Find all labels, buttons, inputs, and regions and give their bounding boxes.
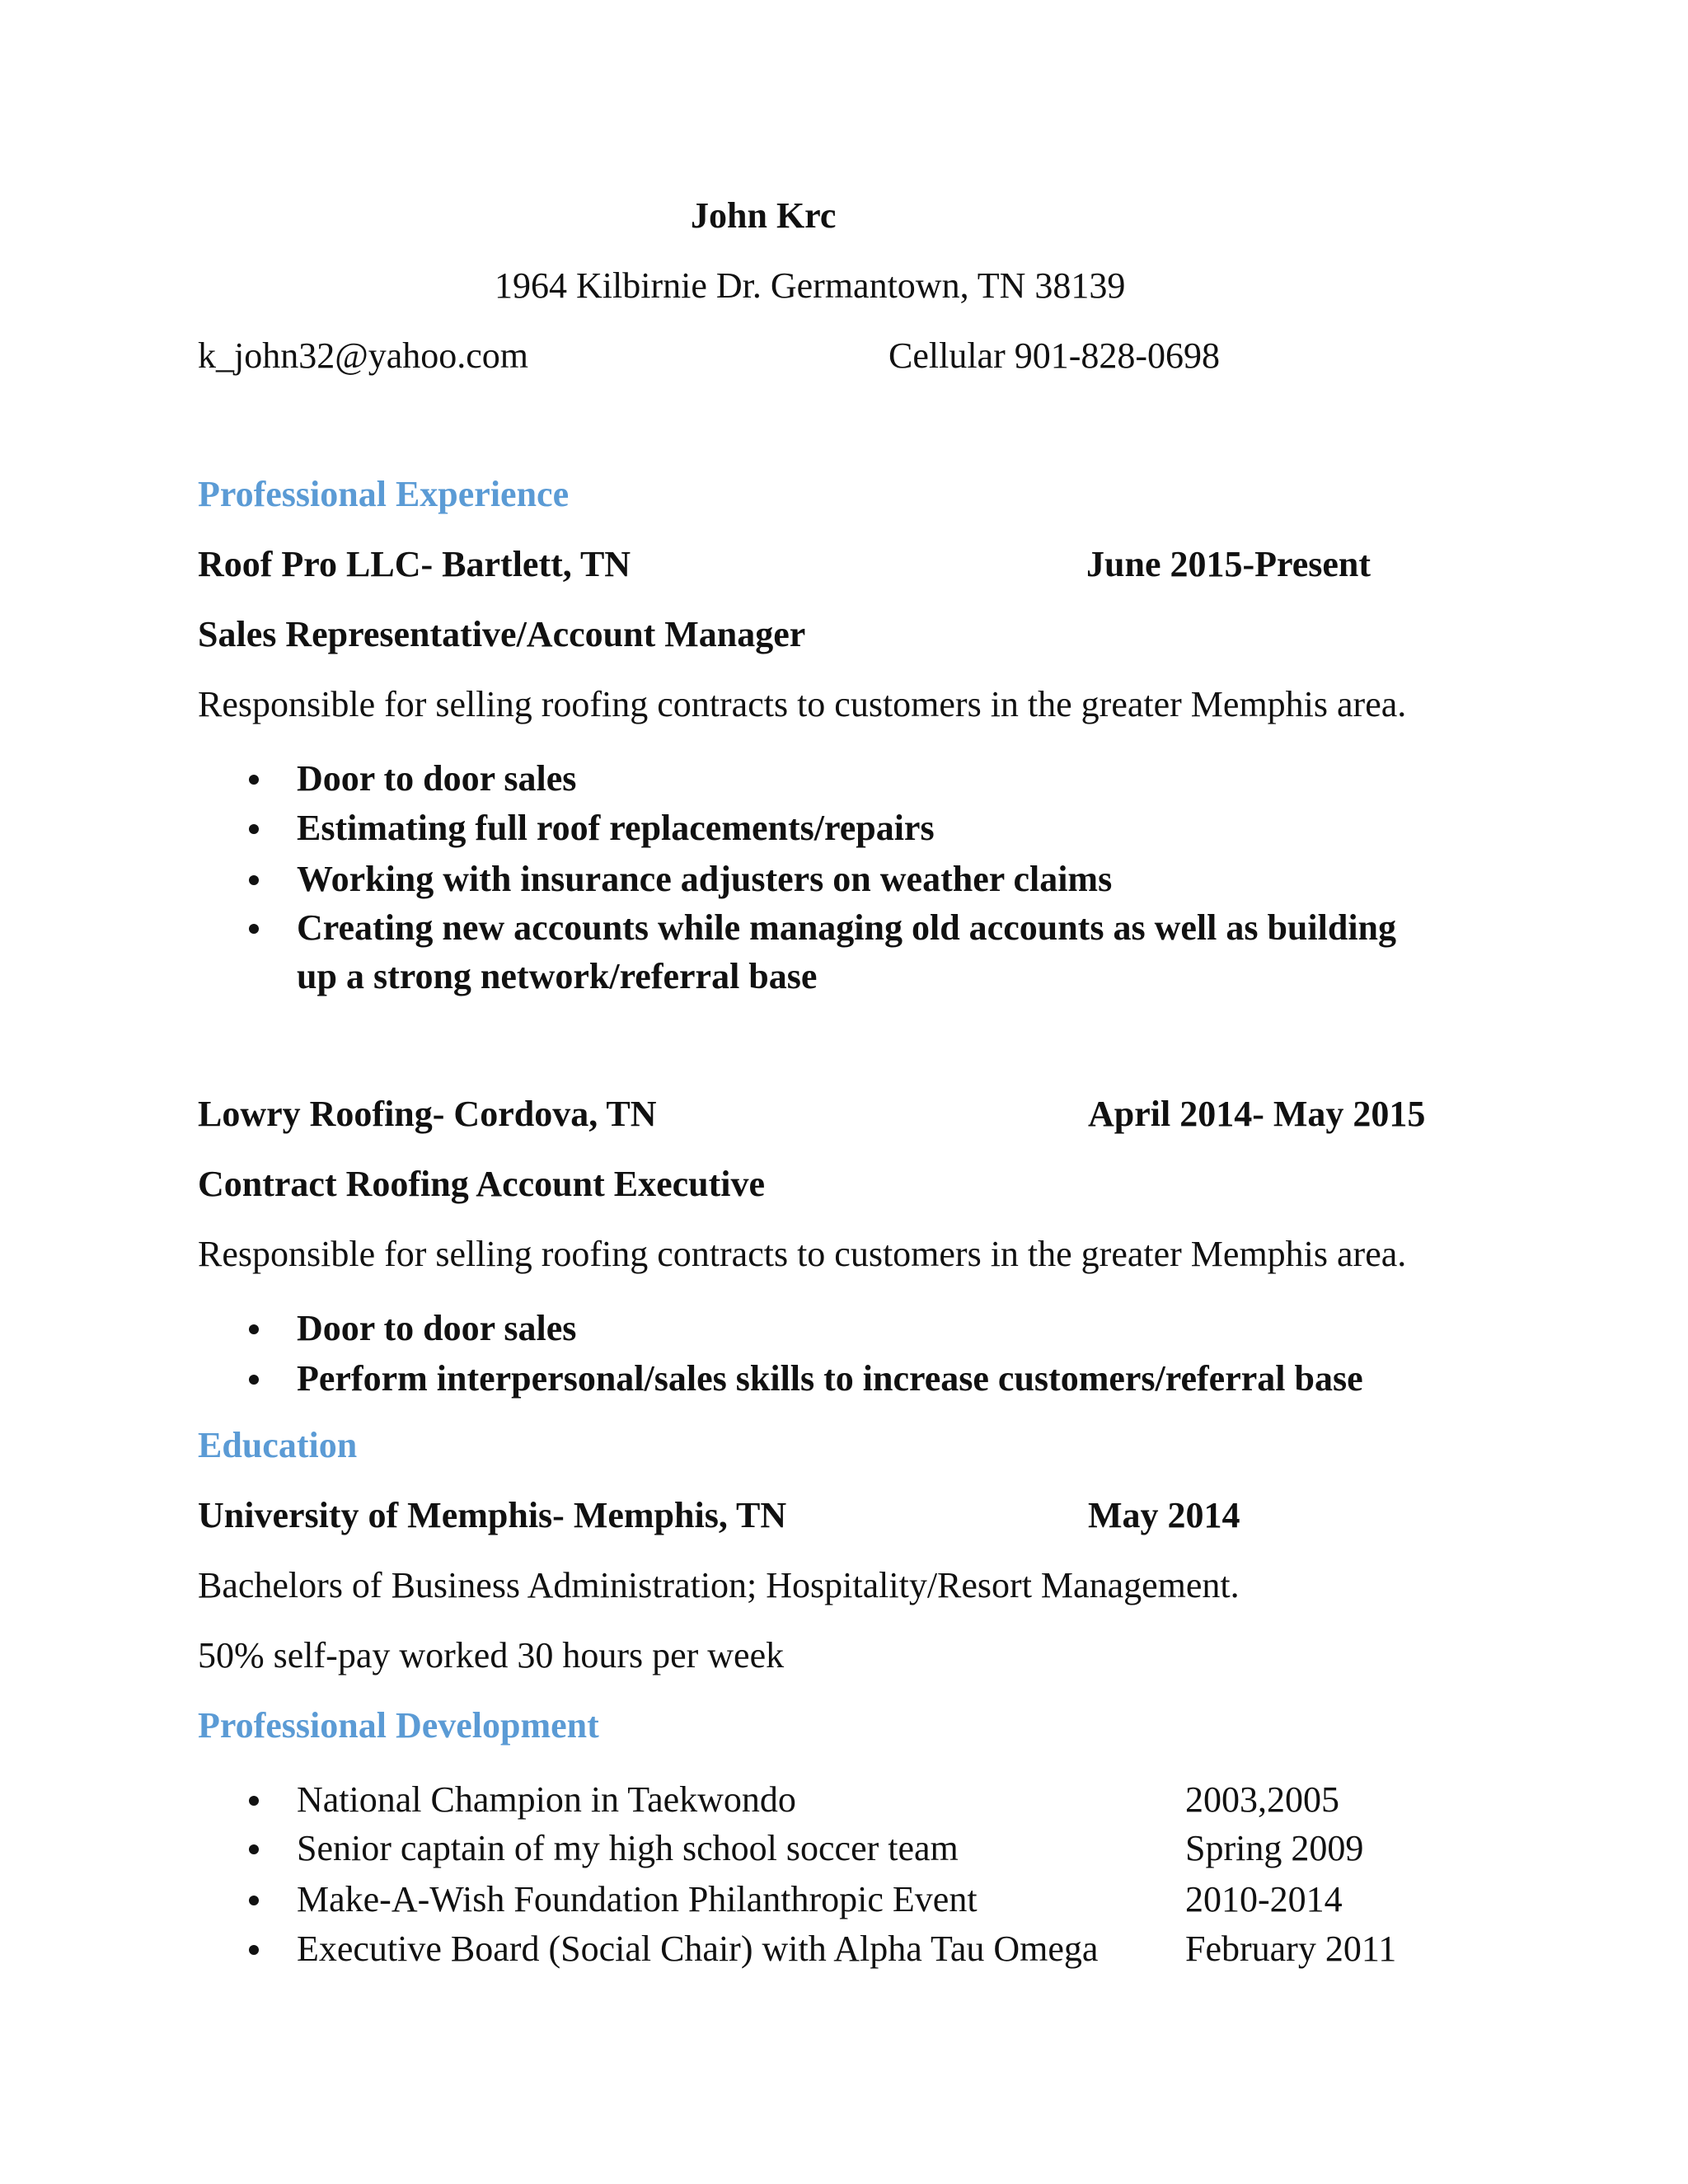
bullet-icon	[249, 775, 259, 785]
bullet-icon	[249, 824, 259, 834]
job-company: Lowry Roofing- Cordova, TN	[198, 1094, 657, 1134]
job-bullet: Working with insurance adjusters on weather claims	[297, 859, 1113, 899]
development-item: Senior captain of my high school soccer team	[297, 1828, 959, 1868]
bullet-icon	[249, 1324, 259, 1334]
section-heading-experience: Professional Experience	[198, 474, 570, 514]
resume-name: John Krc	[691, 195, 837, 236]
section-heading-development: Professional Development	[198, 1705, 599, 1746]
job-company: Roof Pro LLC- Bartlett, TN	[198, 544, 631, 584]
job-dates: April 2014- May 2015	[1088, 1094, 1426, 1134]
phone: Cellular 901-828-0698	[889, 335, 1221, 376]
development-date: February 2011	[1185, 1929, 1397, 1969]
development-item: Make-A-Wish Foundation Philanthropic Event	[297, 1879, 978, 1919]
development-date: 2003,2005	[1185, 1779, 1339, 1820]
email: k_john32@yahoo.com	[198, 335, 529, 376]
education-degree: Bachelors of Business Administration; Hospitality/Resort Management.	[198, 1565, 1240, 1605]
job-title: Sales Representative/Account Manager	[198, 614, 806, 654]
bullet-icon	[249, 1896, 259, 1905]
job-title: Contract Roofing Account Executive	[198, 1164, 766, 1204]
job-bullet-continuation: up a strong network/referral base	[297, 956, 818, 996]
job-bullet: Creating new accounts while managing old accounts as well as building	[297, 907, 1397, 948]
bullet-icon	[249, 1844, 259, 1854]
bullet-icon	[249, 924, 259, 934]
job-bullet: Door to door sales	[297, 758, 577, 799]
development-item: Executive Board (Social Chair) with Alpha Tau Omega	[297, 1929, 1099, 1969]
job-bullet: Estimating full roof replacements/repairs	[297, 808, 935, 848]
bullet-icon	[249, 875, 259, 885]
education-date: May 2014	[1088, 1495, 1240, 1535]
development-date: Spring 2009	[1185, 1828, 1364, 1868]
development-date: 2010-2014	[1185, 1879, 1343, 1919]
job-bullet: Door to door sales	[297, 1308, 577, 1348]
education-school: University of Memphis- Memphis, TN	[198, 1495, 787, 1535]
job-bullet: Perform interpersonal/sales skills to increase customers/referral base	[297, 1358, 1363, 1399]
education-note: 50% self-pay worked 30 hours per week	[198, 1635, 785, 1675]
job-description: Responsible for selling roofing contracts to customers in the greater Memphis area.	[198, 1234, 1407, 1274]
section-heading-education: Education	[198, 1425, 358, 1465]
bullet-icon	[249, 1375, 259, 1385]
bullet-icon	[249, 1796, 259, 1806]
job-dates: June 2015-Present	[1086, 544, 1372, 584]
bullet-icon	[249, 1945, 259, 1955]
address: 1964 Kilbirnie Dr. Germantown, TN 38139	[495, 265, 1126, 306]
job-description: Responsible for selling roofing contracts to customers in the greater Memphis area.	[198, 684, 1407, 724]
development-item: National Champion in Taekwondo	[297, 1779, 796, 1820]
